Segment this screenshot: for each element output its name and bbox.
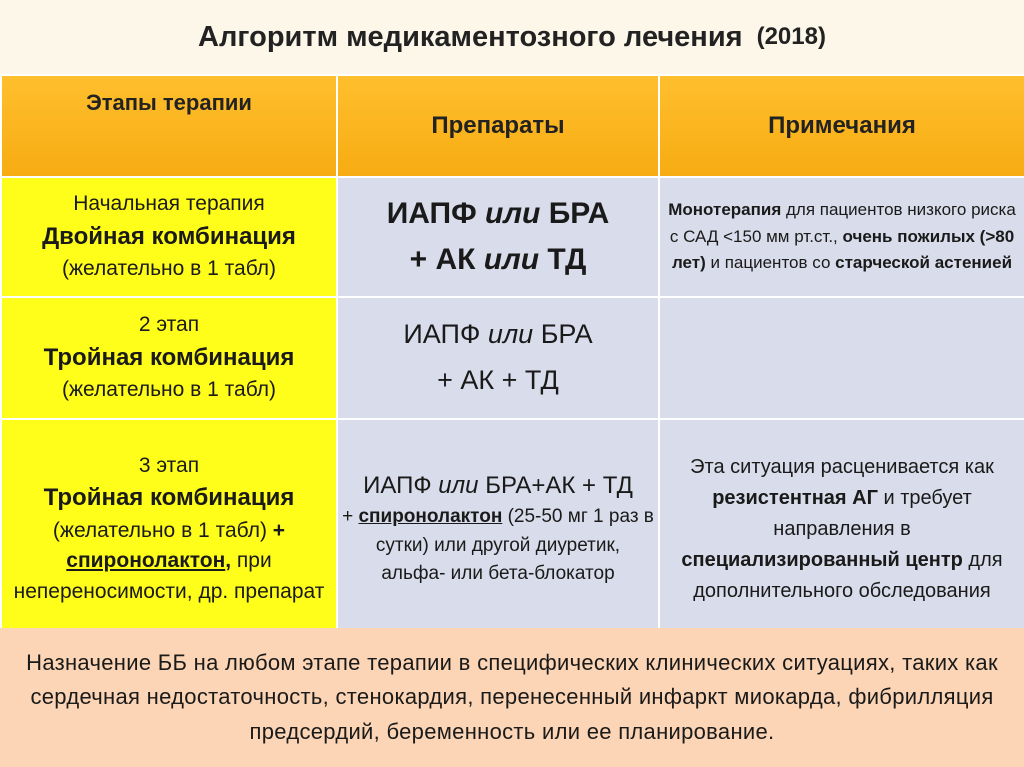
- stage-note-text: (желательно в 1 табл): [52, 518, 267, 542]
- drug-text: ИАПФ: [403, 319, 488, 350]
- drug-or: или: [483, 243, 540, 276]
- drug-line-3: альфа- или бета-блокатор: [381, 563, 615, 585]
- drugs-cell: [337, 297, 659, 419]
- table-row: [1, 177, 1024, 297]
- treatment-table: [0, 74, 1024, 640]
- note-bold: специализированный центр: [681, 548, 963, 571]
- note-text: и требует направления в: [773, 486, 972, 540]
- note-text: для пациентов низкого риска с САД <150 мм рт.ст.,: [669, 200, 1016, 246]
- note-bold: резистентная АГ: [712, 486, 878, 509]
- drug-line-1: [338, 312, 658, 358]
- drug-or: или: [438, 472, 479, 500]
- drug-spiro: спиронолактон: [358, 506, 503, 528]
- stage-cell: [1, 419, 337, 639]
- table-row: [1, 419, 1024, 639]
- stage-note: (желательно в 1 табл): [61, 257, 277, 281]
- drug-or: или: [487, 319, 534, 350]
- drugs-cell: [337, 177, 659, 297]
- note-text: и пациентов со: [705, 253, 836, 273]
- stage-comma: ,: [225, 549, 232, 573]
- table-row: [1, 297, 1024, 419]
- header-stages: Этапы терапии: [1, 75, 337, 177]
- stage-combination: Тройная комбинация: [43, 484, 295, 512]
- note-text: для дополнительного обследования: [693, 548, 1003, 602]
- stage-extra: [2, 546, 336, 607]
- stage-cell: [1, 177, 337, 297]
- drug-text: ИАПФ: [363, 472, 439, 500]
- note-bold: очень пожилых (>80 лет): [671, 226, 1015, 273]
- header-drugs: Препараты: [337, 75, 659, 177]
- note-text: Эта ситуация расценивается как: [690, 455, 994, 478]
- notes-cell: [659, 419, 1024, 639]
- header-notes: Примечания: [659, 75, 1024, 177]
- drug-line-2: + АК + ТД: [437, 365, 559, 395]
- note-bold: Монотерапия: [668, 200, 782, 220]
- drug-text: + АК: [409, 243, 484, 276]
- stage-spiro: спиронолактон: [66, 549, 226, 573]
- footer-note: [0, 628, 1024, 767]
- drug-text: БРА+АК + ТД: [478, 472, 633, 500]
- notes-cell-empty: [659, 297, 1024, 419]
- footer-text: Назначение ББ на любом этапе терапии в специфических клинических ситуациях, таких как сердечная недостаточность, стенокардия, перенесенный инфаркт миокарда, фибрилляция предсердий, беременность или ее планирование.: [26, 650, 998, 744]
- drug-plus: +: [342, 506, 359, 528]
- stage-plus: +: [266, 518, 286, 542]
- notes-cell: [659, 177, 1024, 297]
- title-year: (2018): [756, 23, 826, 50]
- drug-dose: (25-50 мг 1 раз в сутки) или другой диуретик,: [375, 506, 654, 556]
- header-row: [1, 75, 1024, 177]
- drug-text: БРА: [540, 196, 610, 230]
- drug-line-1: [338, 191, 658, 238]
- page-title: [0, 0, 1024, 74]
- drug-line-1: [338, 469, 658, 503]
- stage-combination: Тройная комбинация: [43, 343, 295, 371]
- stage-note: (желательно в 1 табл): [61, 378, 277, 402]
- stage-label: 3 этап: [138, 453, 200, 477]
- stage-note: [2, 516, 336, 546]
- stage-cell: [1, 297, 337, 419]
- stage-rest: при непереносимости, др. препарат: [13, 549, 325, 603]
- stage-label: Начальная терапия: [73, 192, 265, 216]
- drug-or: или: [485, 196, 541, 230]
- drug-text: ИАПФ: [386, 196, 486, 230]
- stage-label: 2 этап: [138, 313, 200, 337]
- drugs-cell: [337, 419, 659, 639]
- title-text: Алгоритм медикаментозного лечения: [198, 20, 743, 53]
- drug-line-2: [338, 237, 658, 284]
- drug-line-2: [338, 503, 658, 560]
- note-bold: старческой астенией: [835, 253, 1013, 273]
- stage-combination: Двойная комбинация: [42, 222, 296, 250]
- drug-text: ТД: [539, 243, 587, 276]
- drug-text: БРА: [533, 319, 593, 350]
